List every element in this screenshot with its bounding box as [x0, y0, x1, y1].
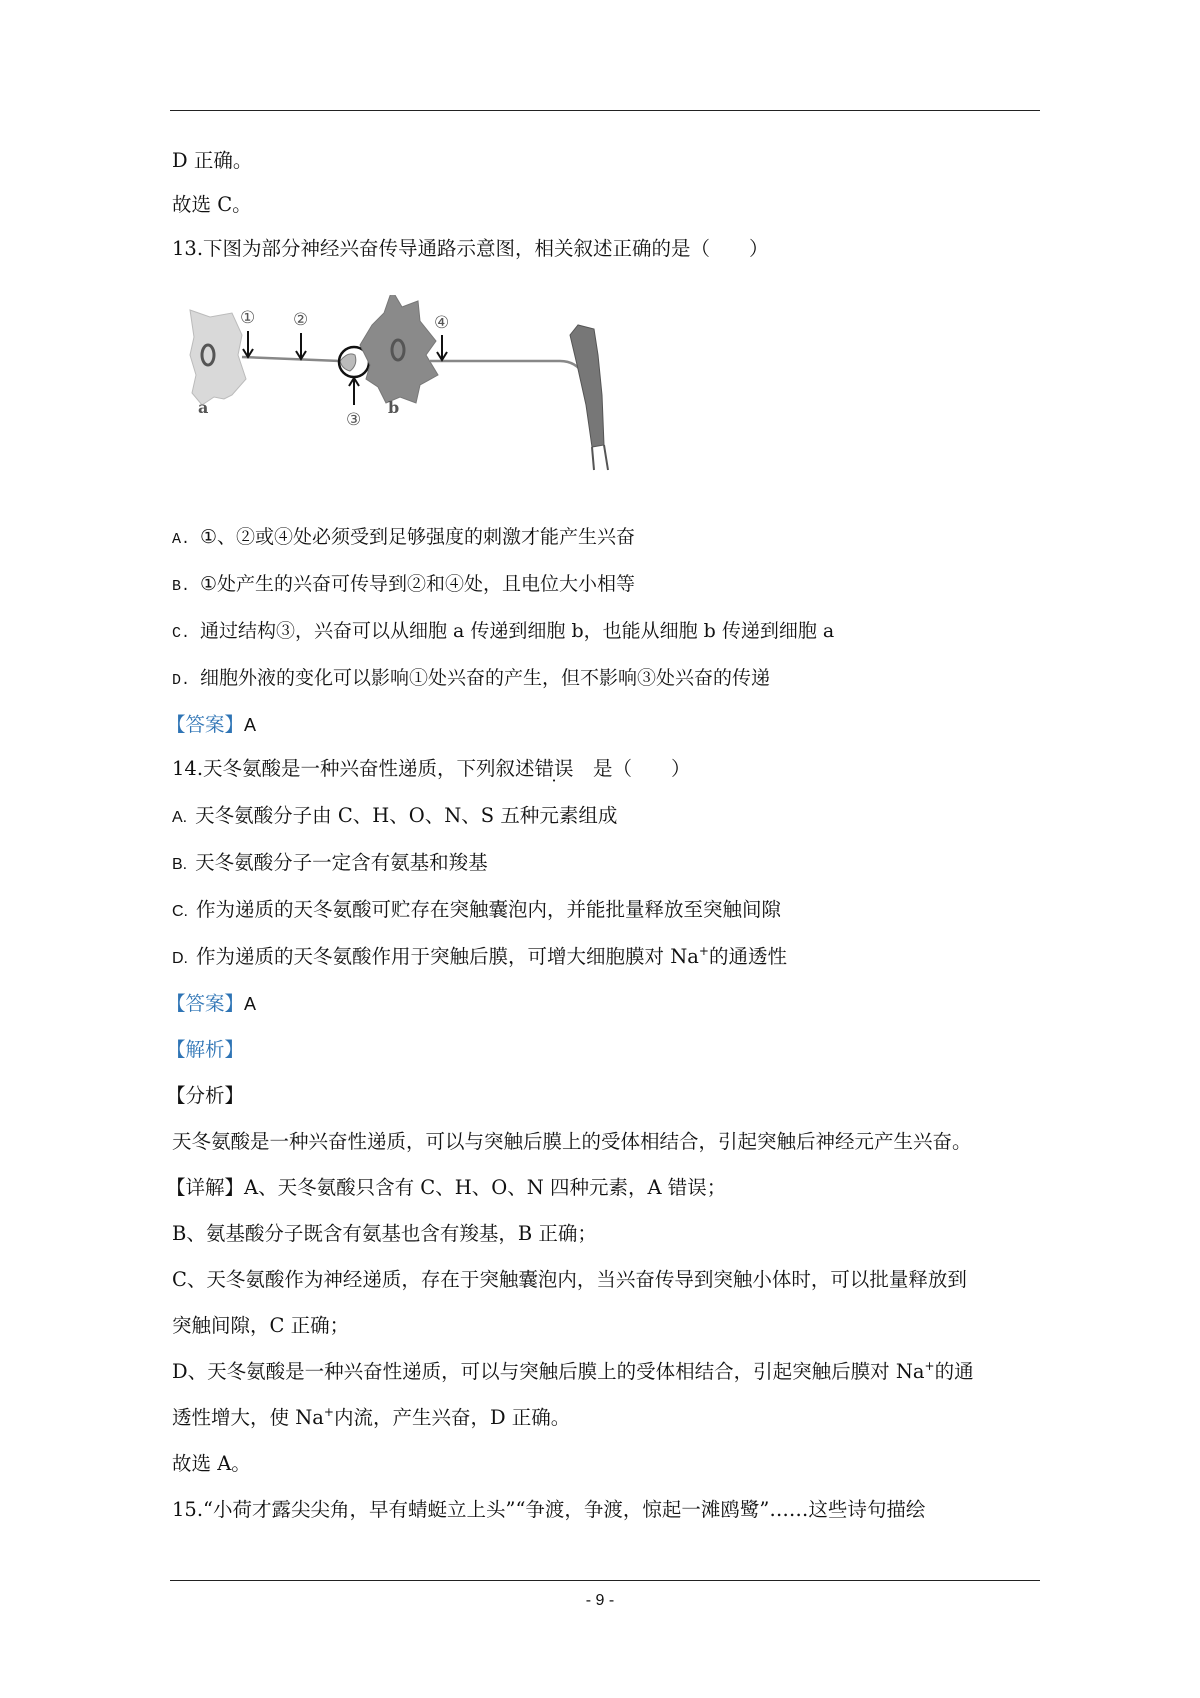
footer-rule: [170, 1580, 1040, 1581]
text-line: 故选 C。: [172, 193, 252, 216]
q14-detail-c1: C、天冬氨酸作为神经递质，存在于突触囊泡内，当兴奋传导到突触小体时，可以批量释放到: [172, 1268, 967, 1291]
label-cell-b: b: [388, 398, 400, 417]
q14-option-b: B. 天冬氨酸分子一定含有氨基和羧基: [172, 851, 488, 874]
label-cell-a: a: [198, 398, 209, 417]
q14-analysis-label: 【解析】: [166, 1038, 245, 1061]
neuron-diagram-svg: [180, 295, 700, 490]
axon-a: [242, 357, 340, 361]
emphasis-wrong: 错误: [534, 757, 574, 780]
q13-option-a: A. ①、②或④处必须受到足够强度的刺激才能产生兴奋: [172, 526, 636, 548]
page-number: - 9 -: [585, 1592, 615, 1609]
q13-answer: 【答案】A: [166, 713, 257, 736]
q14-fenxi-text: 天冬氨酸是一种兴奋性递质，可以与突触后膜上的受体相结合，引起突触后神经元产生兴奋。: [172, 1130, 972, 1153]
arrow-3: [349, 378, 359, 405]
q14-detail-b: B、氨基酸分子既含有氨基也含有羧基，B 正确；: [172, 1222, 597, 1245]
q14-detail-c2: 突触间隙，C 正确；: [172, 1314, 350, 1337]
q13-option-d: D. 细胞外液的变化可以影响①处兴奋的产生，但不影响③处兴奋的传递: [172, 667, 771, 689]
arrow-1: [243, 331, 253, 357]
marker-1: ①: [240, 308, 256, 328]
q14-option-d: D. 作为递质的天冬氨酸作用于突触后膜，可增大细胞膜对 Na+的通透性: [172, 944, 787, 968]
q14-answer: 【答案】A: [166, 992, 257, 1015]
question-13-stem: 13.下图为部分神经兴奋传导通路示意图，相关叙述正确的是（ ）: [172, 237, 769, 260]
q14-detail-a: 【详解】A、天冬氨酸只含有 C、H、O、N 四种元素，A 错误；: [166, 1176, 727, 1199]
text-line: 故选 A。: [172, 1452, 251, 1475]
q14-detail-d1: D、天冬氨酸是一种兴奋性递质，可以与突触后膜上的受体相结合，引起突触后膜对 Na+的通: [172, 1359, 974, 1383]
synapse-terminal: [340, 354, 356, 371]
muscle-tail: [592, 445, 608, 470]
q13-option-c: C. 通过结构③，兴奋可以从细胞 a 传递到细胞 b，也能从细胞 b 传递到细胞 a: [172, 620, 835, 642]
cell-b-body: [360, 295, 438, 403]
header-rule: [170, 110, 1040, 111]
q14-option-c: C. 作为递质的天冬氨酸可贮存在突触囊泡内，并能批量释放至突触间隙: [172, 898, 782, 921]
arrow-4: [437, 335, 447, 360]
muscle-fiber: [570, 325, 604, 447]
axon-b: [430, 361, 588, 391]
question-15-stem: 15.“小荷才露尖尖角，早有蜻蜓立上头”“争渡，争渡，惊起一滩鸥鹭”……这些诗句描绘: [172, 1498, 926, 1521]
neuron-diagram: [180, 295, 700, 490]
question-14-stem: 14.天冬氨酸是一种兴奋性递质，下列叙述错误 是（ ）: [172, 757, 691, 780]
q14-fenxi-label: 【分析】: [166, 1084, 245, 1107]
marker-4: ④: [434, 313, 450, 333]
arrow-2: [296, 333, 306, 359]
q14-detail-d2: 透性增大，使 Na+内流，产生兴奋，D 正确。: [172, 1405, 571, 1429]
cell-a-body: [190, 310, 246, 405]
q14-option-a: A. 天冬氨酸分子由 C、H、O、N、S 五种元素组成: [172, 804, 618, 827]
q13-option-b: B. ①处产生的兴奋可传导到②和④处，且电位大小相等: [172, 573, 636, 595]
marker-2: ②: [293, 310, 309, 330]
marker-3: ③: [346, 410, 362, 430]
text-line: D 正确。: [172, 149, 253, 172]
